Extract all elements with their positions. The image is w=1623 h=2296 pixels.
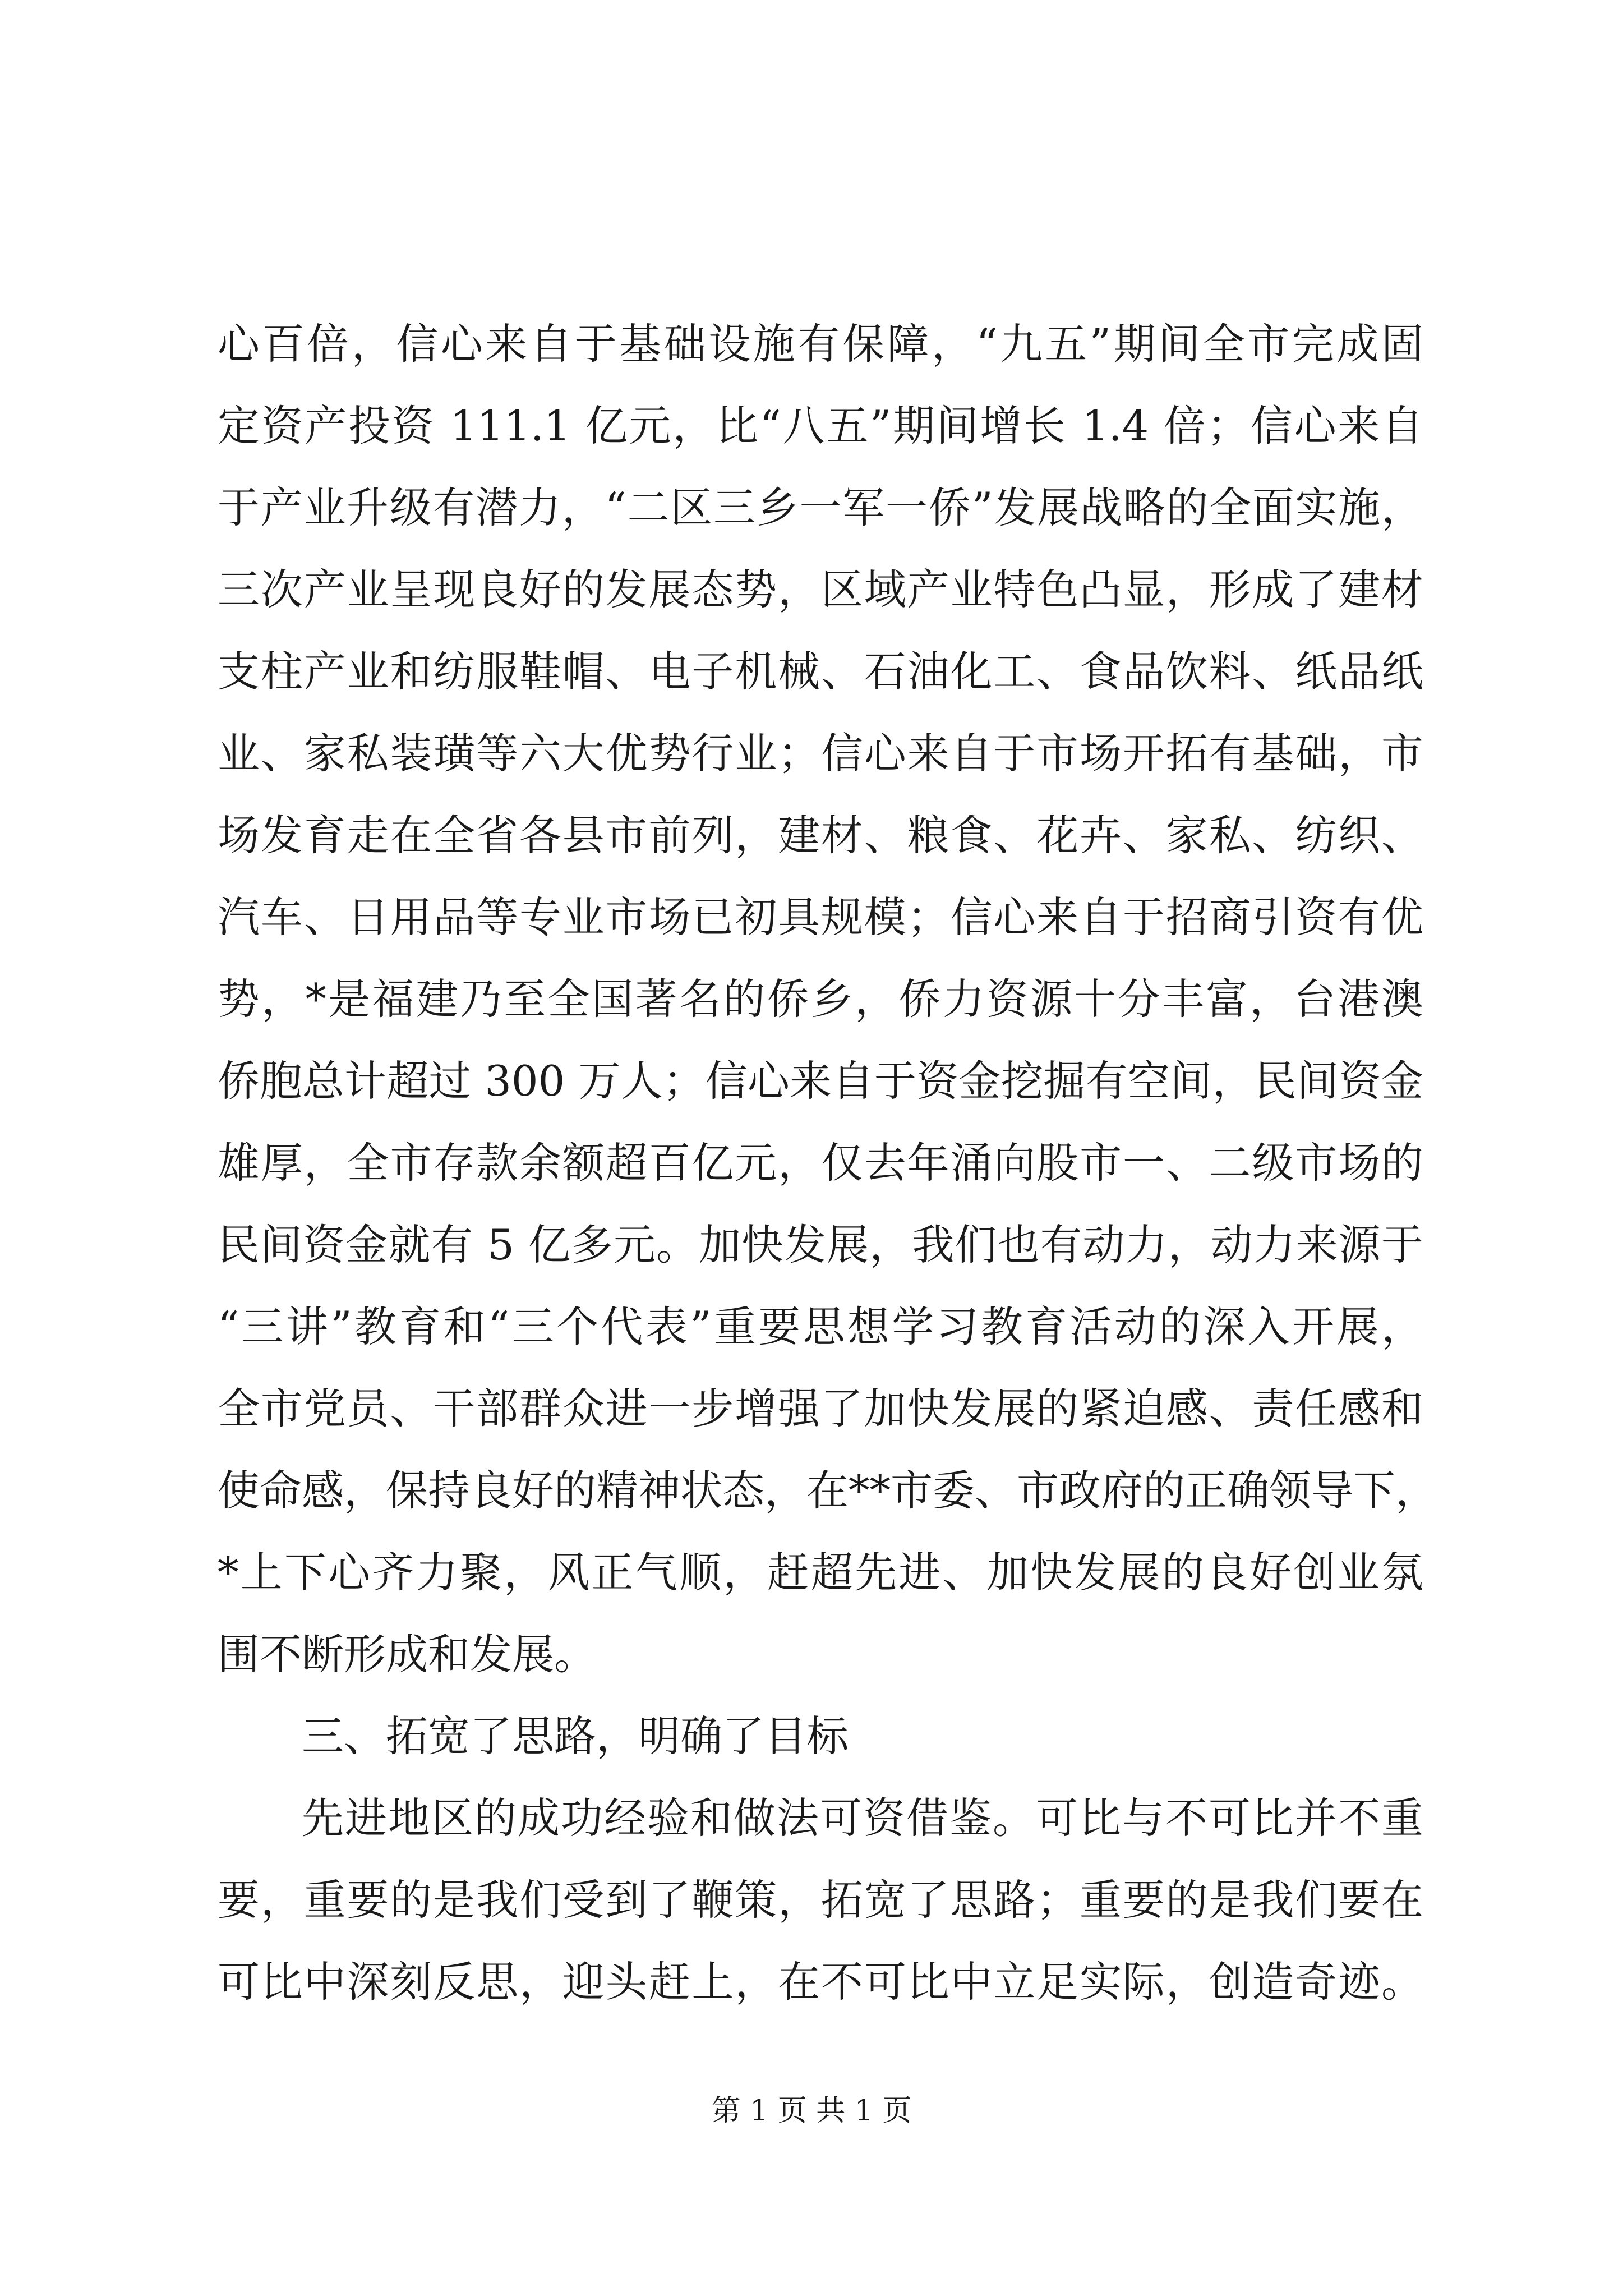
text-line: 汽车、日用品等专业市场已初具规模；信心来自于招商引资有优 <box>218 892 1423 942</box>
text-line: 心百倍，信心来自于基础设施有保障，“九五”期间全市完成固 <box>218 319 1423 369</box>
text-line: 支柱产业和纺服鞋帽、电子机械、石油化工、食品饮料、纸品纸 <box>218 647 1423 696</box>
text-line: 可比中深刻反思，迎头赶上，在不可比中立足实际，创造奇迹。 <box>218 1957 1423 2007</box>
page-number-footer: 第 1 页 共 1 页 <box>711 2094 912 2128</box>
text-line: 先进地区的成功经验和做法可资借鉴。可比与不可比并不重 <box>302 1793 1423 1843</box>
text-line: 全市党员、干部群众进一步增强了加快发展的紧迫感、责任感和 <box>218 1384 1423 1433</box>
text-line: 围不断形成和发展。 <box>218 1630 597 1679</box>
text-line: 民间资金就有 5 亿多元。加快发展，我们也有动力，动力来源于 <box>218 1220 1423 1269</box>
body-text <box>218 303 1438 2023</box>
text-line: 雄厚，全市存款余额超百亿元，仅去年涌向股市一、二级市场的 <box>218 1138 1423 1188</box>
text-line: 定资产投资 111.1 亿元，比“八五”期间增长 1.4 倍；信心来自 <box>218 401 1423 450</box>
text-line: 场发育走在全省各县市前列，建材、粮食、花卉、家私、纺织、 <box>218 811 1423 860</box>
text-line: 侨胞总计超过 300 万人；信心来自于资金挖掘有空间，民间资金 <box>218 1056 1423 1106</box>
text-line: 业、家私装璜等六大优势行业；信心来自于市场开拓有基础，市 <box>218 729 1423 778</box>
section-heading: 三、拓宽了思路，明确了目标 <box>302 1711 849 1761</box>
text-line: 于产业升级有潜力，“二区三乡一军一侨”发展战略的全面实施， <box>218 483 1423 532</box>
text-line: 使命感，保持良好的精神状态，在**市委、市政府的正确领导下， <box>218 1466 1438 1515</box>
text-line: 要，重要的是我们受到了鞭策，拓宽了思路；重要的是我们要在 <box>218 1875 1423 1925</box>
text-line: 三次产业呈现良好的发展态势，区域产业特色凸显，形成了建材 <box>218 565 1423 614</box>
text-line: 势，*是福建乃至全国著名的侨乡，侨力资源十分丰富，台港澳 <box>218 974 1423 1024</box>
text-line: *上下心齐力聚，风正气顺，赶超先进、加快发展的良好创业氛 <box>218 1548 1423 1597</box>
text-line: “三讲”教育和“三个代表”重要思想学习教育活动的深入开展， <box>218 1302 1423 1351</box>
